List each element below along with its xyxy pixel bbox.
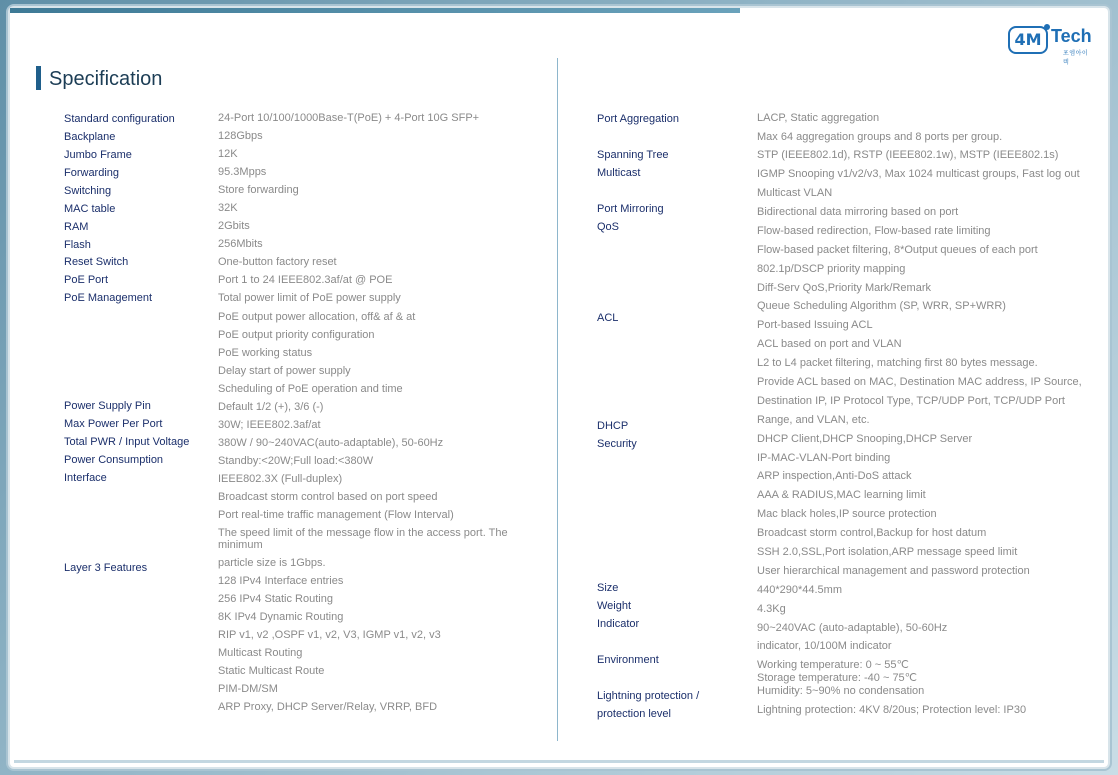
spec-value: User hierarchical management and password protection (757, 565, 1030, 577)
title-accent-bar (36, 66, 41, 90)
spec-value: Destination IP, IP Protocol Type, TCP/UDP Port, TCP/UDP Port (757, 395, 1065, 407)
spec-value: minimum (218, 539, 263, 551)
spec-value: 128Gbps (218, 130, 263, 142)
spec-label: Forwarding (64, 167, 120, 179)
spec-value: Store forwarding (218, 184, 299, 196)
logo-dot-icon (1044, 24, 1050, 30)
spec-value: 256 IPv4 Static Routing (218, 593, 333, 605)
spec-label: Indicator (597, 618, 640, 630)
spec-label: DHCP (597, 420, 629, 432)
spec-value: The speed limit of the message flow in the access port. The (218, 527, 508, 539)
spec-label: Standard configuration (64, 113, 175, 125)
spec-label: Jumbo Frame (64, 149, 132, 161)
spec-value: 12K (218, 148, 238, 160)
spec-value: ARP inspection,Anti-DoS attack (757, 470, 912, 482)
spec-value: Multicast Routing (218, 647, 303, 659)
spec-value: Bidirectional data mirroring based on port (757, 206, 959, 218)
spec-label: ACL (597, 312, 619, 324)
spec-value: Multicast VLAN (757, 187, 833, 199)
spec-value: Port-based Issuing ACL (757, 319, 873, 331)
spec-label: Port Aggregation (597, 113, 679, 125)
spec-value: ACL based on port and VLAN (757, 338, 902, 350)
spec-value: Scheduling of PoE operation and time (218, 383, 403, 395)
spec-value: Total power limit of PoE power supply (218, 292, 401, 304)
spec-label: Interface (64, 472, 107, 484)
spec-value: Queue Scheduling Algorithm (SP, WRR, SP+WRR) (757, 300, 1006, 312)
spec-value: Working temperature: 0 ~ 55℃ (757, 659, 909, 671)
spec-label: PoE Management (64, 292, 153, 304)
spec-value: Humidity: 5~90% no condensation (757, 685, 925, 697)
spec-value: PoE working status (218, 347, 313, 359)
spec-value: 2Gbits (218, 220, 250, 232)
spec-value: 24-Port 10/100/1000Base-T(PoE) + 4-Port 10G SFP+ (218, 112, 480, 124)
spec-label: Power Supply Pin (64, 400, 151, 412)
spec-value: SSH 2.0,SSL,Port isolation,ARP message speed limit (757, 546, 1018, 558)
spec-label: Power Consumption (64, 454, 164, 466)
spec-value: Port real-time traffic management (Flow Interval) (218, 509, 454, 521)
spec-value: 380W / 90~240VAC(auto-adaptable), 50-60Hz (218, 437, 444, 449)
spec-value: Broadcast storm control,Backup for host datum (757, 527, 987, 539)
spec-value: IGMP Snooping v1/v2/v3, Max 1024 multicast groups, Fast log out (757, 168, 1080, 180)
spec-value: Flow-based redirection, Flow-based rate limiting (757, 225, 991, 237)
spec-label: Lightning protection / (597, 690, 700, 702)
spec-value: Max 64 aggregation groups and 8 ports per group. (757, 131, 1003, 143)
spec-value: IEEE802.3X (Full-duplex) (218, 473, 343, 485)
spec-label: protection level (597, 708, 671, 720)
spec-value: L2 to L4 packet filtering, matching first 80 bytes message. (757, 357, 1038, 369)
spec-label: Switching (64, 185, 112, 197)
spec-value: Storage temperature: -40 ~ 75℃ (757, 672, 918, 684)
spec-value: Lightning protection: 4KV 8/20us; Protection level: IP30 (757, 704, 1027, 716)
spec-value: 95.3Mpps (218, 166, 267, 178)
logo-text: Tech (1051, 26, 1092, 46)
spec-value: PIM-DM/SM (218, 683, 278, 695)
spec-value: Flow-based packet filtering, 8*Output queues of each port (757, 244, 1038, 256)
spec-label: Multicast (597, 167, 641, 179)
spec-value: PoE output priority configuration (218, 329, 375, 341)
spec-value: LACP, Static aggregation (757, 112, 880, 124)
spec-value: IP-MAC-VLAN-Port binding (757, 452, 891, 464)
spec-value: Broadcast storm control based on port speed (218, 491, 438, 503)
spec-label: Total PWR / Input Voltage (64, 436, 190, 448)
spec-value: Delay start of power supply (218, 365, 351, 377)
spec-value: 802.1p/DSCP priority mapping (757, 263, 906, 275)
spec-value: indicator, 10/100M indicator (757, 640, 892, 652)
spec-value: RIP v1, v2 ,OSPF v1, v2, V3, IGMP v1, v2, v3 (218, 629, 441, 641)
spec-value: Provide ACL based on MAC, Destination MAC address, IP Source, (757, 376, 1082, 388)
top-accent-stripe (10, 8, 740, 13)
spec-label: Security (597, 438, 637, 450)
spec-value: Standby:<20W;Full load:<380W (218, 455, 374, 467)
spec-value: STP (IEEE802.1d), RSTP (IEEE802.1w), MSTP (IEEE802.1s) (757, 149, 1059, 161)
spec-label: Layer 3 Features (64, 562, 148, 574)
spec-value: 128 IPv4 Interface entries (218, 575, 344, 587)
logo-mark: 4M (1008, 26, 1048, 54)
spec-value: Static Multicast Route (218, 665, 325, 677)
spec-value: 30W; IEEE802.3af/at (218, 419, 321, 431)
spec-label: MAC table (64, 203, 116, 215)
spec-value: 256Mbits (218, 238, 263, 250)
spec-label: QoS (597, 221, 620, 233)
spec-label: Size (597, 582, 619, 594)
spec-value: PoE output power allocation, off& af & at (218, 311, 416, 323)
spec-value: 8K IPv4 Dynamic Routing (218, 611, 344, 623)
spec-label: RAM (64, 221, 89, 233)
spec-label: Environment (597, 654, 659, 666)
spec-label: PoE Port (64, 274, 109, 286)
spec-value: AAA & RADIUS,MAC learning limit (757, 489, 926, 501)
spec-label: Max Power Per Port (64, 418, 163, 430)
spec-value: One-button factory reset (218, 256, 337, 268)
spec-label: Spanning Tree (597, 149, 669, 161)
spec-label: Reset Switch (64, 256, 129, 268)
spec-value: Default 1/2 (+), 3/6 (-) (218, 401, 324, 413)
spec-label: Weight (597, 600, 632, 612)
bottom-edge (14, 760, 1104, 763)
spec-value: Mac black holes,IP source protection (757, 508, 937, 520)
spec-value: Range, and VLAN, etc. (757, 414, 870, 426)
page-title: Specification (49, 68, 163, 90)
spec-value: particle size is 1Gbps. (218, 557, 326, 569)
logo-subtext: 포엠아이텍 (1063, 50, 1089, 66)
spec-value: 4.3Kg (757, 603, 786, 615)
spec-value: 440*290*44.5mm (757, 584, 843, 596)
column-divider (557, 58, 558, 741)
spec-value: DHCP Client,DHCP Snooping,DHCP Server (757, 433, 973, 445)
spec-label: Port Mirroring (597, 203, 664, 215)
spec-value: 90~240VAC (auto-adaptable), 50-60Hz (757, 622, 948, 634)
spec-label: Backplane (64, 131, 116, 143)
spec-value: Port 1 to 24 IEEE802.3af/at @ POE (218, 274, 393, 286)
spec-value: ARP Proxy, DHCP Server/Relay, VRRP, BFD (218, 701, 438, 713)
spec-label: Flash (64, 239, 91, 251)
spec-value: Diff-Serv QoS,Priority Mark/Remark (757, 282, 931, 294)
spec-value: 32K (218, 202, 238, 214)
brand-logo (1008, 24, 1094, 66)
